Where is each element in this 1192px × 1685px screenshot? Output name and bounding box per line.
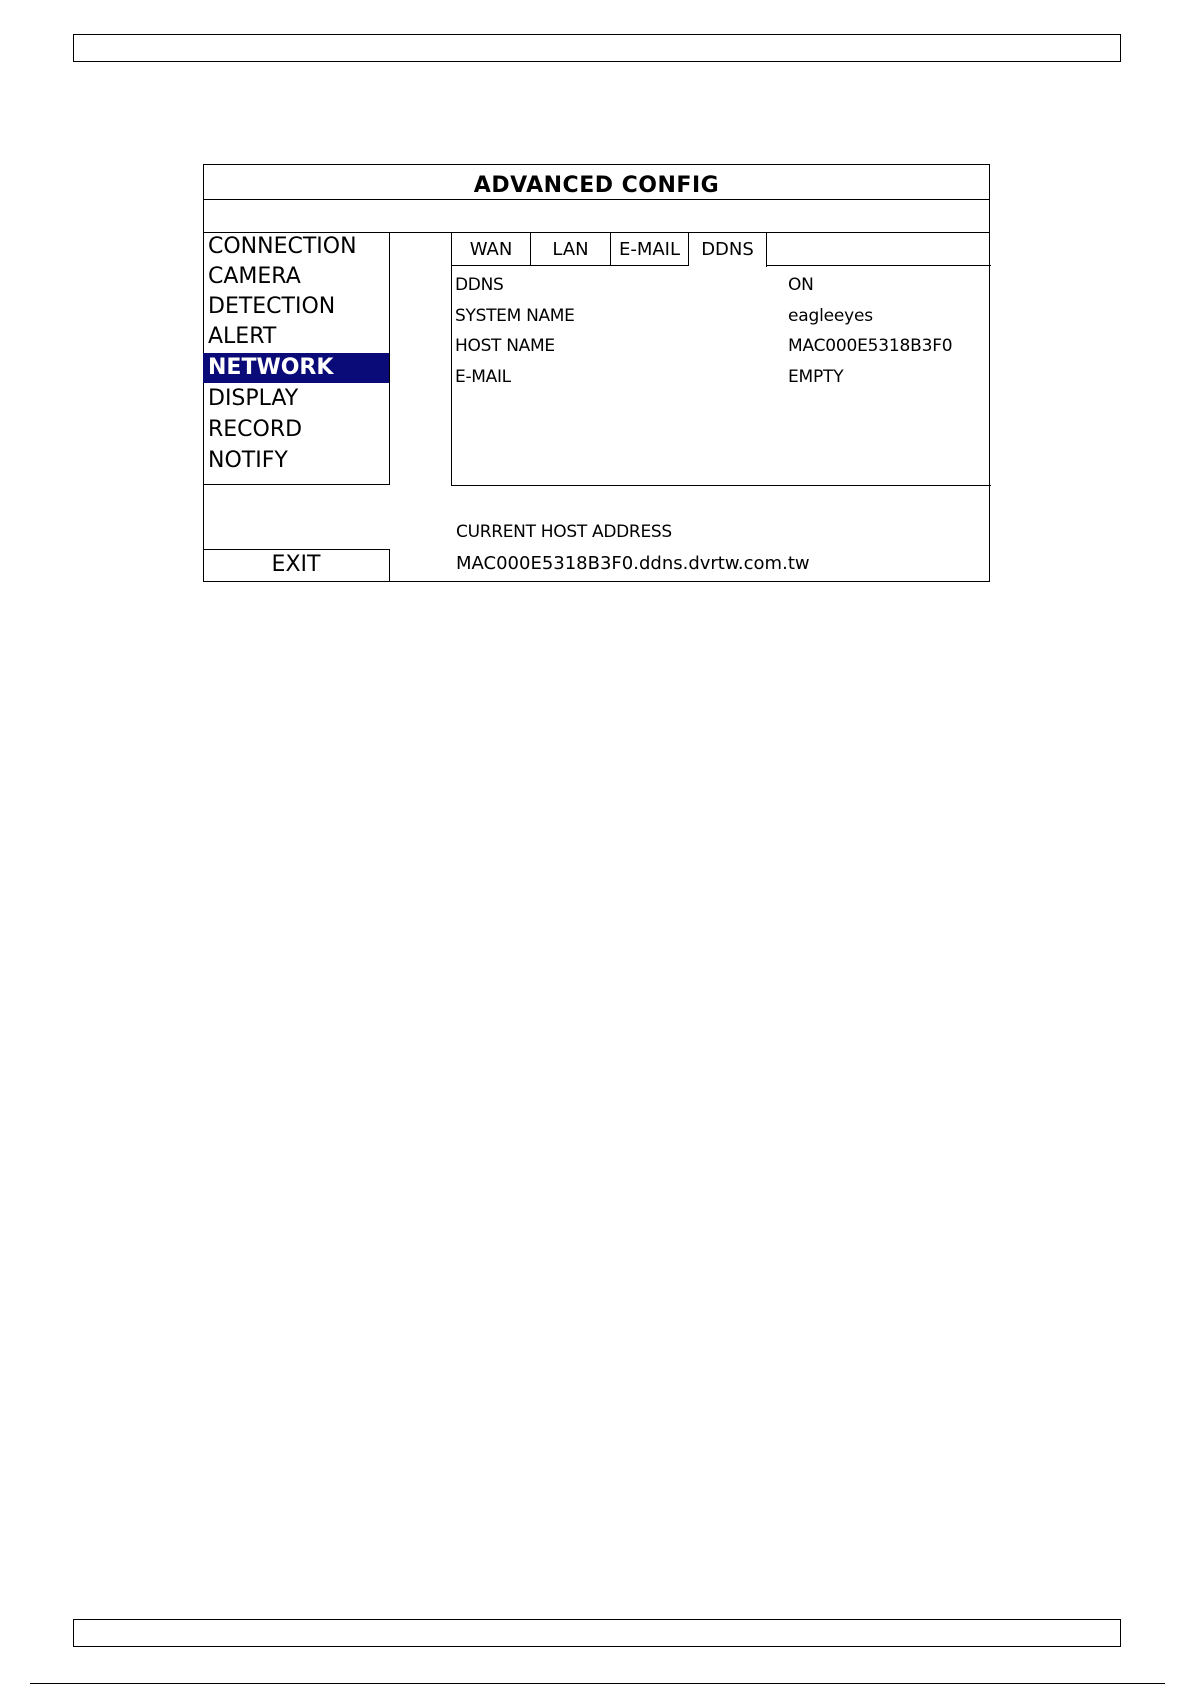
host-name-label: HOST NAME xyxy=(455,336,555,356)
menu-item-display[interactable]: DISPLAY xyxy=(208,386,299,411)
page-header-frame xyxy=(73,34,1121,62)
panel-left-border xyxy=(451,233,452,486)
title-divider xyxy=(204,199,989,200)
page-bottom-rule xyxy=(30,1683,1165,1684)
menu-item-camera[interactable]: CAMERA xyxy=(208,264,301,289)
system-name-label: SYSTEM NAME xyxy=(455,306,575,326)
current-host-address-label: CURRENT HOST ADDRESS xyxy=(456,522,672,542)
email-label: E-MAIL xyxy=(455,367,511,387)
menu-item-record[interactable]: RECORD xyxy=(208,417,303,442)
tab-ddns[interactable]: DDNS xyxy=(689,233,767,267)
email-value[interactable]: EMPTY xyxy=(788,367,844,387)
system-name-value[interactable]: eagleeyes xyxy=(788,306,873,326)
exit-button[interactable]: EXIT xyxy=(203,549,390,582)
config-menu xyxy=(203,232,390,485)
menu-item-network[interactable]: NETWORK xyxy=(203,353,389,383)
current-host-address-value: MAC000E5318B3F0.ddns.dvrtw.com.tw xyxy=(456,553,810,574)
tab-lan[interactable]: LAN xyxy=(531,233,611,266)
tab-email[interactable]: E-MAIL xyxy=(611,233,689,266)
advanced-config-dialog xyxy=(203,164,990,582)
panel-bottom-border xyxy=(451,485,991,486)
dialog-title: ADVANCED CONFIG xyxy=(473,173,720,198)
ddns-label: DDNS xyxy=(455,275,504,295)
menu-item-notify[interactable]: NOTIFY xyxy=(208,448,288,473)
menu-item-detection[interactable]: DETECTION xyxy=(208,294,336,319)
ddns-value[interactable]: ON xyxy=(788,275,814,295)
host-name-value[interactable]: MAC000E5318B3F0 xyxy=(788,336,953,356)
menu-item-connection[interactable]: CONNECTION xyxy=(208,234,357,259)
menu-item-alert[interactable]: ALERT xyxy=(208,324,277,349)
tab-wan[interactable]: WAN xyxy=(452,233,531,266)
page-footer-frame xyxy=(73,1619,1121,1647)
